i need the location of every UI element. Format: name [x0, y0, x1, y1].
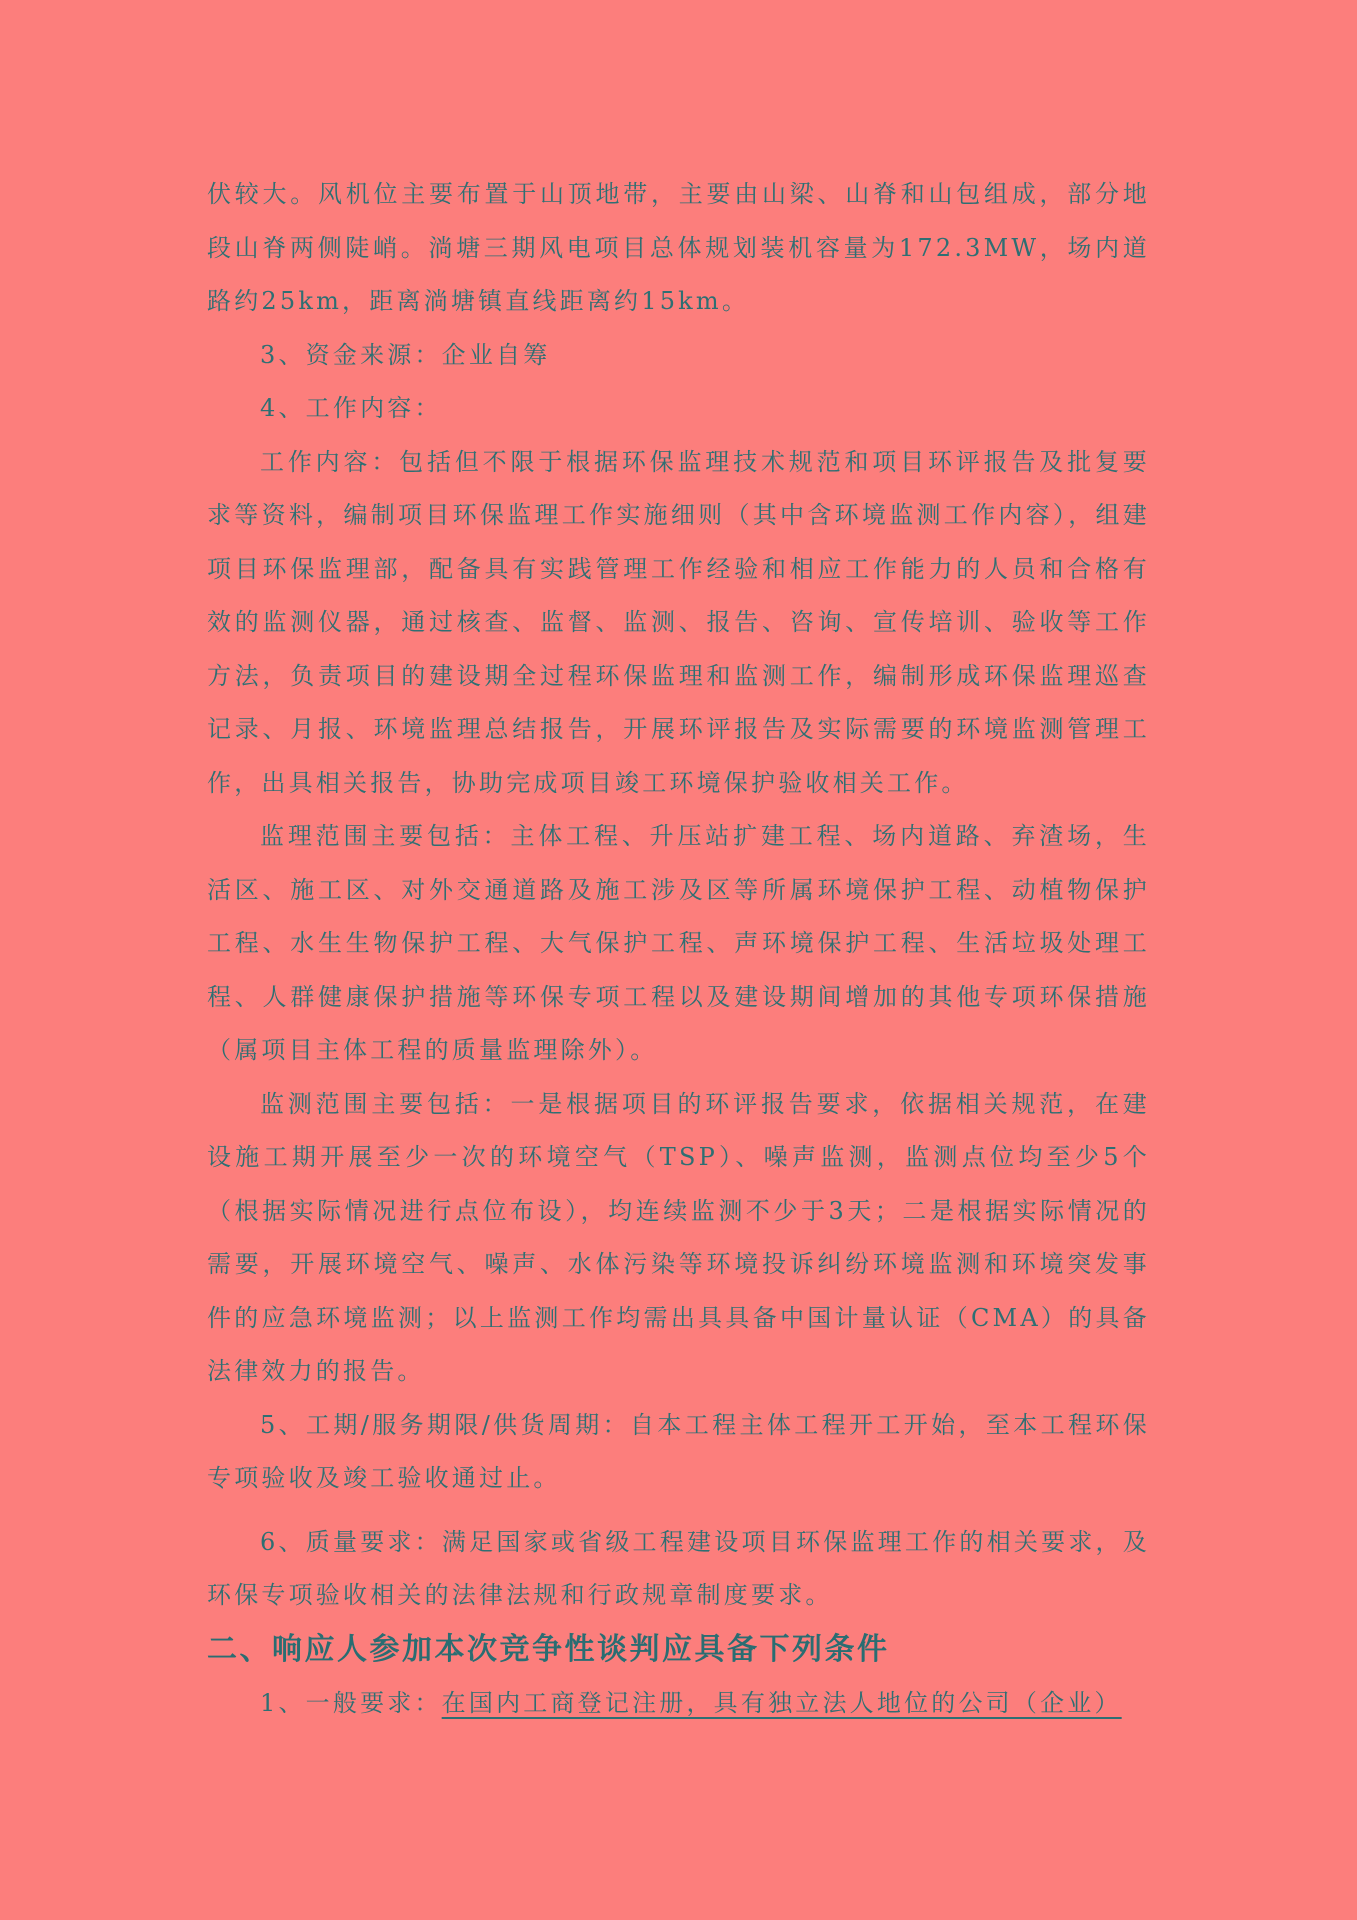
paragraph-service-period: 5、工期/服务期限/供货周期：自本工程主体工程开工开始，至本工程环保专项验收及竣工验收通过止。: [207, 1410, 1150, 1492]
paragraph-project-overview: 伏较大。风机位主要布置于山顶地带，主要由山梁、山脊和山包组成，部分地段山脊两侧陡峭。淌塘三期风电项目总体规划装机容量为172.3MW，场内道路约25km，距离淌塘镇直线距离约15km。: [207, 180, 1150, 315]
general-requirement-label: 1、一般要求：: [260, 1688, 442, 1717]
paragraph-work-content: 工作内容：包括但不限于根据环保监理技术规范和项目环评报告及批复要求等资料，编制项目环保监理工作实施细则（其中含环境监测工作内容），组建项目环保监理部，配备具有实践管理工作经验和相应工作能力的人员和合格有效的监测仪器，通过核查、监督、监测、报告、咨询、宣传培训、验收等工作方法，负责项目的建设期全过程环保监理和监测工作，编制形成环保监理巡查记录、月报、环境监理总结报告，开展环评报告及实际需要的环境监测管理工作，出具相关报告，协助完成项目竣工环境保护验收相关工作。: [207, 447, 1150, 797]
paragraph-general-requirement: [207, 1677, 1150, 1731]
paragraph-funding-source: 3、资金来源：企业自筹: [260, 340, 551, 369]
paragraph-work-content-title: 4、工作内容：: [260, 394, 442, 422]
general-requirement-value: 在国内工商登记注册，具有独立法人地位的公司（企业）: [441, 1688, 1122, 1717]
section-heading-requirements: 二、响应人参加本次竞争性谈判应具备下列条件: [207, 1631, 890, 1667]
document-page: [207, 168, 1150, 1730]
paragraph-monitoring-scope: 监测范围主要包括：一是根据项目的环评报告要求，依据相关规范，在建设施工期开展至少一次的环境空气（TSP）、噪声监测，监测点位均至少5个（根据实际情况进行点位布设），均连续监测不少于3天；二是根据实际情况的需要，开展环境空气、噪声、水体污染等环境投诉纠纷环境监测和环境突发事件的应急环境监测；以上监测工作均需出具具备中国计量认证（CMA）的具备法律效力的报告。: [207, 1089, 1150, 1385]
paragraph-supervision-scope: 监理范围主要包括：主体工程、升压站扩建工程、场内道路、弃渣场，生活区、施工区、对外交通道路及施工涉及区等所属环境保护工程、动植物保护工程、水生生物保护工程、大气保护工程、声环境保护工程、生活垃圾处理工程、人群健康保护措施等环保专项工程以及建设期间增加的其他专项环保措施（属项目主体工程的质量监理除外）。: [207, 822, 1150, 1064]
paragraph-quality-requirement: 6、质量要求：满足国家或省级工程建设项目环保监理工作的相关要求，及环保专项验收相关的法律法规和行政规章制度要求。: [207, 1527, 1150, 1609]
